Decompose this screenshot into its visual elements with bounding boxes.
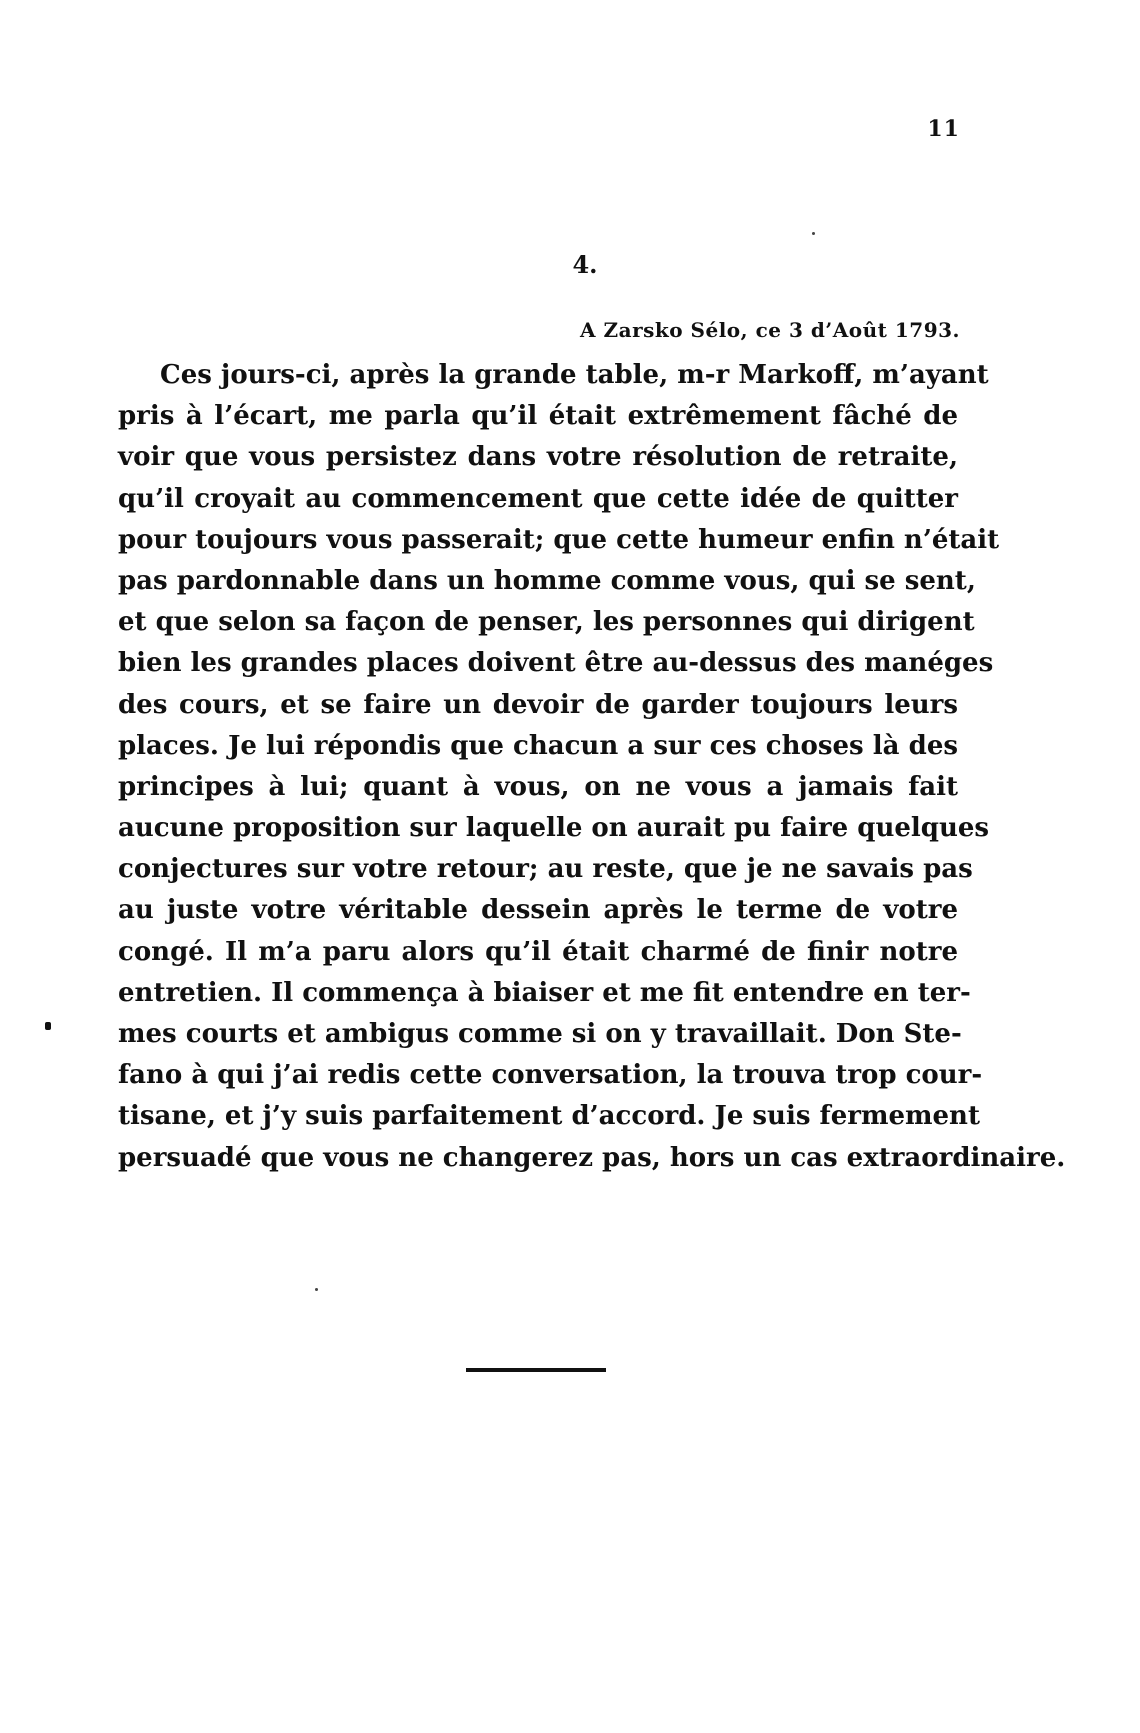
body-line: principes à lui; quant à vous, on ne vous a jamais fait bbox=[118, 771, 958, 802]
body-line: aucune proposition sur laquelle on aurait pu faire quelques bbox=[118, 813, 990, 844]
body-line: pas pardonnable dans un homme comme vous, qui se sent, bbox=[118, 565, 976, 596]
body-line: places. Je lui répondis que chacun a sur ces choses là des bbox=[118, 730, 958, 761]
body-line: tisane, et j’y suis parfaitement d’accord. Je suis fermement bbox=[118, 1101, 980, 1132]
body-line: pris à l’écart, me parla qu’il était extrêmement fâché de bbox=[118, 401, 958, 432]
body-line: bien les grandes places doivent être au-dessus des manéges bbox=[118, 648, 994, 679]
body-line: fano à qui j’ai redis cette conversation, la trouva trop cour- bbox=[118, 1060, 983, 1091]
body-line: congé. Il m’a paru alors qu’il était charmé de finir notre bbox=[118, 936, 958, 967]
body-line: qu’il croyait au commencement que cette idée de quitter bbox=[118, 483, 958, 514]
page-number: 11 bbox=[927, 116, 960, 142]
scan-speck bbox=[315, 1288, 318, 1291]
body-line: voir que vous persistez dans votre résolution de retraite, bbox=[118, 442, 958, 473]
letter-dateline: A Zarsko Sélo, ce 3 d’Août 1793. bbox=[580, 318, 960, 342]
body-line: persuadé que vous ne changerez pas, hors un cas extraordinaire. bbox=[118, 1142, 1066, 1173]
body-line: des cours, et se faire un devoir de garder toujours leurs bbox=[118, 689, 958, 720]
body-line: et que selon sa façon de penser, les personnes qui dirigent bbox=[118, 607, 975, 638]
body-line: entretien. Il commença à biaiser et me fit entendre en ter- bbox=[118, 977, 971, 1008]
letter-body bbox=[118, 355, 1066, 1179]
letter-number: 4. bbox=[572, 250, 598, 279]
body-line: mes courts et ambigus comme si on y travaillait. Don Ste- bbox=[118, 1019, 962, 1049]
body-line: conjectures sur votre retour; au reste, que je ne savais pas bbox=[118, 854, 973, 885]
end-rule bbox=[466, 1368, 606, 1372]
body-line: au juste votre véritable dessein après le terme de votre bbox=[118, 895, 958, 926]
scan-speck bbox=[812, 232, 815, 235]
body-line: pour toujours vous passerait; que cette humeur enfin n’était bbox=[118, 524, 1000, 555]
body-line: Ces jours-ci, après la grande table, m-r Markoff, m’ayant bbox=[160, 360, 989, 390]
margin-mark bbox=[45, 1022, 51, 1030]
